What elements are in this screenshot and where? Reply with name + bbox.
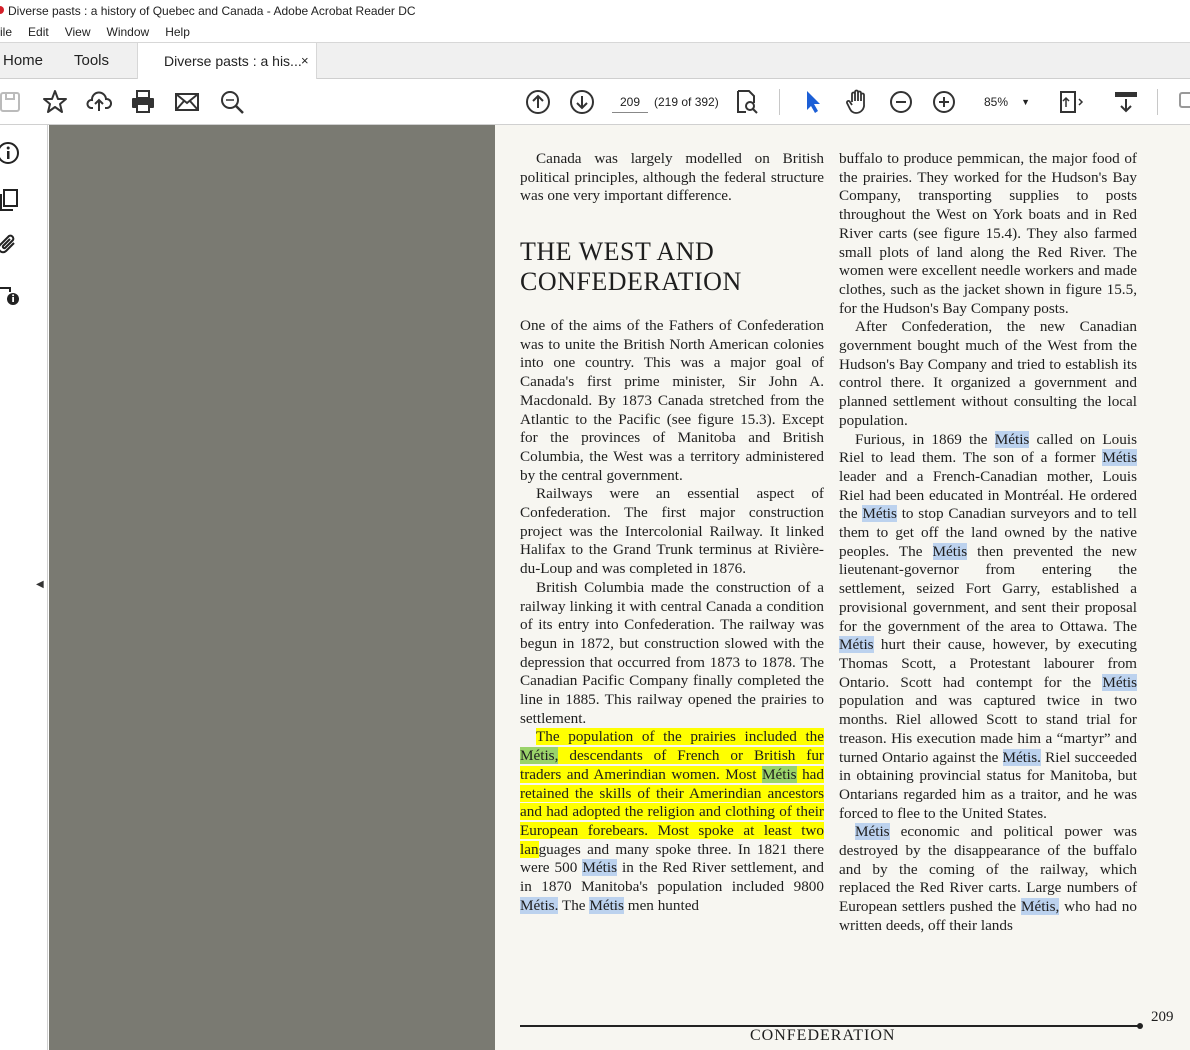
save-icon[interactable] bbox=[0, 89, 26, 115]
left-column bbox=[520, 317, 824, 916]
toolbar-separator bbox=[779, 89, 780, 115]
comment-icon[interactable] bbox=[1178, 89, 1190, 115]
search-match: Métis bbox=[1102, 673, 1137, 691]
window-title-bar bbox=[0, 0, 1190, 22]
paragraph-after-confederation: After Confederation, the new Canadian government bought much of the West from the Hudson's Bay Company and tried to establish its control there. It organized a government and planned settlement without consulting the local population. bbox=[839, 318, 1137, 429]
tab-document-label: Diverse pasts : a his... bbox=[164, 53, 302, 69]
menu-edit[interactable]: Edit bbox=[28, 25, 49, 39]
zoom-in-icon[interactable] bbox=[931, 89, 957, 115]
running-footer: CONFEDERATION bbox=[750, 1027, 896, 1044]
page-view-search-icon[interactable] bbox=[734, 89, 760, 115]
menu-help[interactable]: Help bbox=[165, 25, 190, 39]
paragraph-riel: Furious, in 1869 the Métis called on Louis Riel to lead them. The son of a former Métis leader and a French-Canadian mother, Louis Riel had been educated in Montréal. He ordered the Métis to stop Canadian surveyors and to tell them to get off the land owned by the native peoples. The Métis then prevented the new lieutenant-governor from entering the settlement, seized Fort Garry, established a provisional government, and sent their proposal for the government of the area to Ottawa. The Métis hurt their cause, however, by executing Thomas Scott, a Protestant labourer from Ontario. Scott had contempt for the Métis population and was captured twice in two months. Riel allowed Scott to stand trial for treason. His execution made him a “martyr” and turned Ontario against the Métis. Riel succeeded in obtaining provincial status for Manitoba, but Ontarians regarded him as a traitor, and he was forced to flee to the United States. bbox=[839, 430, 1137, 822]
zoom-level-select[interactable] bbox=[976, 91, 1038, 113]
search-match: Métis bbox=[589, 896, 624, 914]
menu-file[interactable]: ile bbox=[0, 25, 13, 39]
page-count-label: (219 of 392) bbox=[654, 95, 719, 109]
search-match: Métis. bbox=[520, 896, 559, 914]
search-icon[interactable] bbox=[219, 89, 245, 115]
search-match: Métis bbox=[582, 859, 617, 877]
tab-bar bbox=[0, 42, 1190, 79]
right-column bbox=[839, 150, 1137, 936]
cloud-upload-icon[interactable] bbox=[86, 89, 112, 115]
select-cursor-icon[interactable] bbox=[800, 89, 826, 115]
close-tab-icon[interactable]: × bbox=[301, 53, 309, 68]
next-page-icon[interactable] bbox=[569, 89, 595, 115]
email-icon[interactable] bbox=[174, 89, 200, 115]
paragraph-economic-power: Métis economic and political power was destroyed by the disappearance of the buffalo and by the coming of the railway, which replaced the Red River carts. Large numbers of European settlers pushed the Métis, who had no written deeds, off their lands bbox=[839, 823, 1137, 934]
bookmark-star-icon[interactable] bbox=[42, 89, 68, 115]
acrobat-app-icon bbox=[0, 6, 4, 14]
search-match: Métis, bbox=[1020, 898, 1060, 916]
left-sidebar bbox=[0, 125, 48, 1050]
section-heading: THE WEST AND CONFEDERATION bbox=[520, 237, 742, 296]
paragraph-british-columbia: British Columbia made the construction of a railway linking it with central Canada a condition of its entry into Confederation. The railway was begun in 1872, but construction slowed with the depression that occurred from 1873 to 1878. The Canadian Pacific Company finally completed the line in 1885. This railway opened the prairies to settlement. bbox=[520, 578, 824, 727]
search-match: Métis bbox=[1102, 449, 1137, 467]
page-fit-icon[interactable] bbox=[1058, 89, 1084, 115]
search-match: Métis bbox=[762, 765, 797, 783]
search-match: Métis. bbox=[1002, 748, 1041, 766]
tab-tools[interactable]: Tools bbox=[74, 52, 110, 69]
search-match: Métis bbox=[932, 542, 968, 560]
intro-paragraph: Canada was largely modelled on British political principles, although the federal structure was one very important difference. bbox=[520, 150, 824, 205]
document-properties-icon[interactable] bbox=[0, 282, 20, 306]
document-canvas bbox=[49, 125, 495, 1050]
scroll-mode-icon[interactable] bbox=[1113, 89, 1139, 115]
menu-bar bbox=[0, 22, 1190, 42]
collapse-panel-arrow-icon[interactable]: ◀ bbox=[36, 579, 44, 590]
attachment-icon[interactable] bbox=[0, 233, 20, 257]
search-match: Métis bbox=[855, 823, 890, 841]
paragraph-buffalo: buffalo to produce pemmican, the major food of the prairies. They worked for the Hudson's Bay Company, transporting supplies to posts throughout the West on York boats and in Red River carts (see figure 15.4). They also farmed small plots of land along the Red River. The women were excellent needle workers and made clothes, such as the jacket shown in figure 15.5, for the Hudson's Bay Company posts. bbox=[839, 150, 1137, 317]
page-number: 209 bbox=[1151, 1009, 1174, 1025]
window-title: Diverse pasts : a history of Quebec and Canada - Adobe Acrobat Reader DC bbox=[8, 4, 416, 18]
zoom-level-value: 85% bbox=[984, 95, 1009, 109]
search-match: Métis, bbox=[520, 747, 559, 765]
menu-window[interactable]: Window bbox=[106, 25, 150, 39]
paragraph-railways: Railways were an essential aspect of Confederation. The first major construction project was the Intercolonial Railway. It linked Halifax to the Grand Trunk terminus at Rivière-du-Loup and was completed in 1876. bbox=[520, 485, 824, 578]
search-match: Métis bbox=[839, 636, 874, 654]
toolbar-separator bbox=[1157, 89, 1158, 115]
info-icon[interactable] bbox=[0, 141, 20, 165]
tab-document[interactable] bbox=[137, 43, 317, 80]
zoom-out-icon[interactable] bbox=[888, 89, 914, 115]
yellow-highlight[interactable]: The population of the prairies included the Métis, descendants of French or British fur traders and Amerindian women. Most Métis had retained the skills of their Amerindian ancestors and had adopted the religion and clothing of their European forebears. Most spoke at least two lan bbox=[520, 728, 824, 858]
paragraph-aims: One of the aims of the Fathers of Confederation was to unite the British North American colonies into one country. This was a major goal of Canada's first prime minister, Sir John A. Macdonald. By 1873 Canada stretched from the Atlantic to the Pacific (see figure 15.3). Except for the provinces of Manitoba and British Columbia, the West was a territory administered by the central government. bbox=[520, 317, 824, 484]
search-match: Métis bbox=[862, 505, 897, 523]
previous-page-icon[interactable] bbox=[525, 89, 551, 115]
chevron-down-icon: ▼ bbox=[1021, 97, 1030, 107]
print-icon[interactable] bbox=[130, 89, 156, 115]
page-thumbnails-icon[interactable] bbox=[0, 188, 20, 212]
paragraph-population: The population of the prairies included the Métis, descendants of French or British fur traders and Amerindian women. Most Métis had retained the skills of their Amerindian ancestors and had adopted the religion and clothing of their European forebears. Most spoke at least two languages and many spoke three. In 1821 there were 500 Métis in the Red River settlement, and in 1870 Manitoba's population included 9800 Métis. The Métis men hunted bbox=[520, 728, 824, 914]
tab-home[interactable]: Home bbox=[3, 52, 44, 69]
search-match: Métis bbox=[994, 430, 1030, 448]
page-number-input[interactable]: 209 bbox=[612, 91, 648, 113]
hand-tool-icon[interactable] bbox=[844, 89, 870, 115]
menu-view[interactable]: View bbox=[64, 25, 91, 39]
pdf-page bbox=[495, 125, 1190, 1050]
toolbar bbox=[0, 79, 1190, 125]
